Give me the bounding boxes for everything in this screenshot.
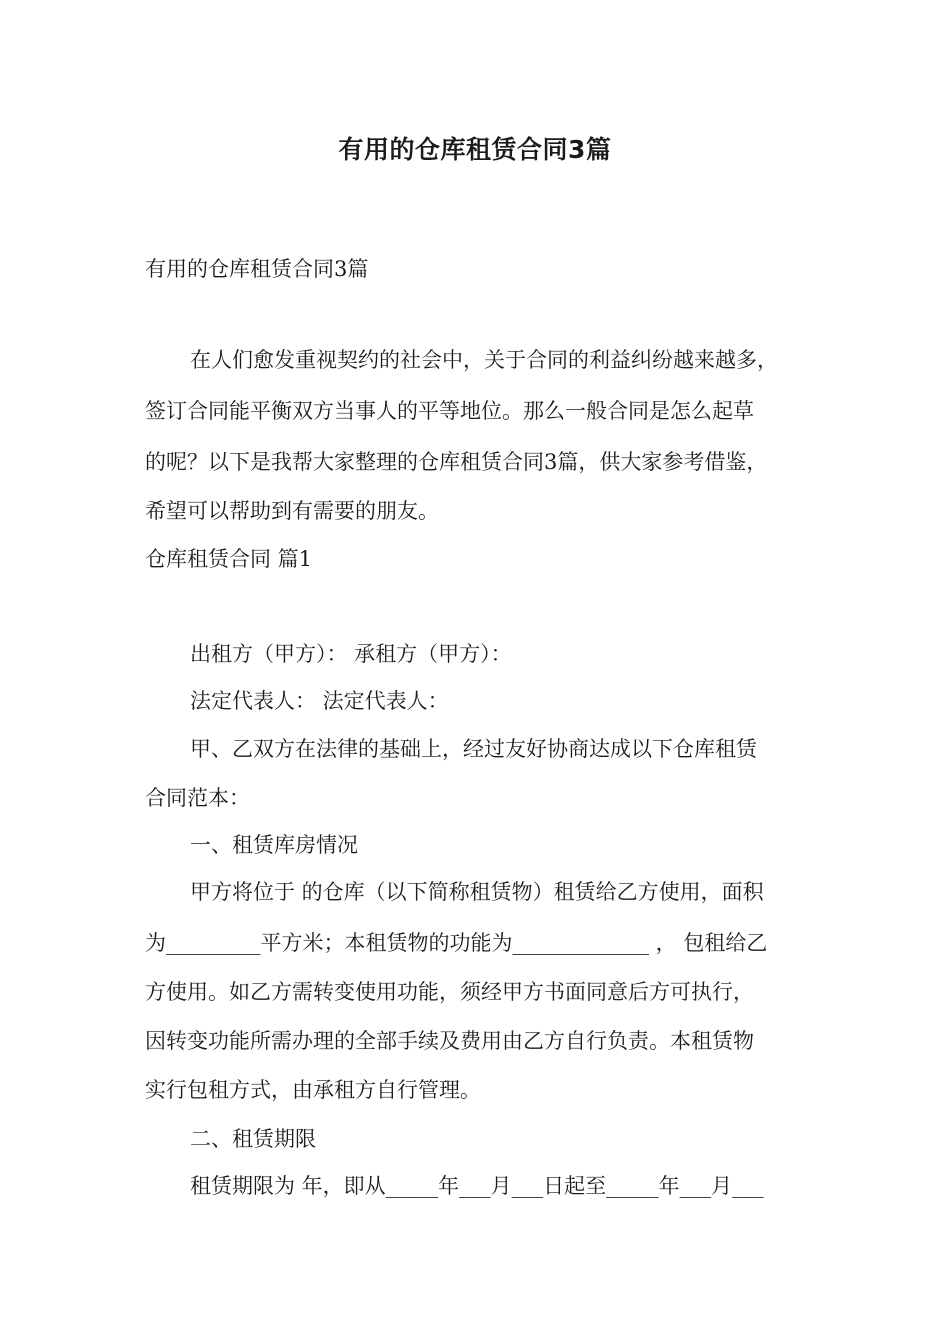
document-title: 有用的仓库租赁合同3篇 <box>338 135 612 164</box>
intro-line-4: 希望可以帮助到有需要的朋友。 <box>145 499 439 523</box>
section-heading: 仓库租赁合同 篇1 <box>145 547 313 571</box>
agreement-line-2: 合同范本： <box>145 786 250 810</box>
clause1-line-4: 因转变功能所需办理的全部手续及费用由乙方自行负责。本租赁物 <box>145 1029 754 1053</box>
clause2-line-1: 租赁期限为 年，即从_____年___月___日起至_____年___月___ <box>190 1174 764 1198</box>
clause2-heading: 二、租赁期限 <box>190 1127 316 1151</box>
clause1-heading: 一、租赁库房情况 <box>190 833 358 857</box>
clause1-line-5: 实行包租方式，由承租方自行管理。 <box>145 1078 481 1102</box>
document-subtitle: 有用的仓库租赁合同3篇 <box>145 257 369 281</box>
clause1-line-1: 甲方将位于 的仓库（以下简称租赁物）租赁给乙方使用，面积 <box>190 880 764 904</box>
agreement-line-1: 甲、乙双方在法律的基础上，经过友好协商达成以下仓库租赁 <box>190 737 757 761</box>
parties-line: 出租方（甲方）： 承租方（甲方）： <box>190 642 512 666</box>
intro-line-1: 在人们愈发重视契约的社会中，关于合同的利益纠纷越来越多， <box>190 348 778 372</box>
clause1-line-3: 方使用。如乙方需转变使用功能，须经甲方书面同意后方可执行， <box>145 980 754 1004</box>
clause1-line-2: 为_________平方米；本租赁物的功能为_____________ ， 包租给乙 <box>145 931 768 955</box>
intro-line-3: 的呢？以下是我帮大家整理的仓库租赁合同3篇，供大家参考借鉴， <box>145 450 768 474</box>
intro-line-2: 签订合同能平衡双方当事人的平等地位。那么一般合同是怎么起草 <box>145 399 754 423</box>
representatives-line: 法定代表人： 法定代表人： <box>190 689 449 713</box>
